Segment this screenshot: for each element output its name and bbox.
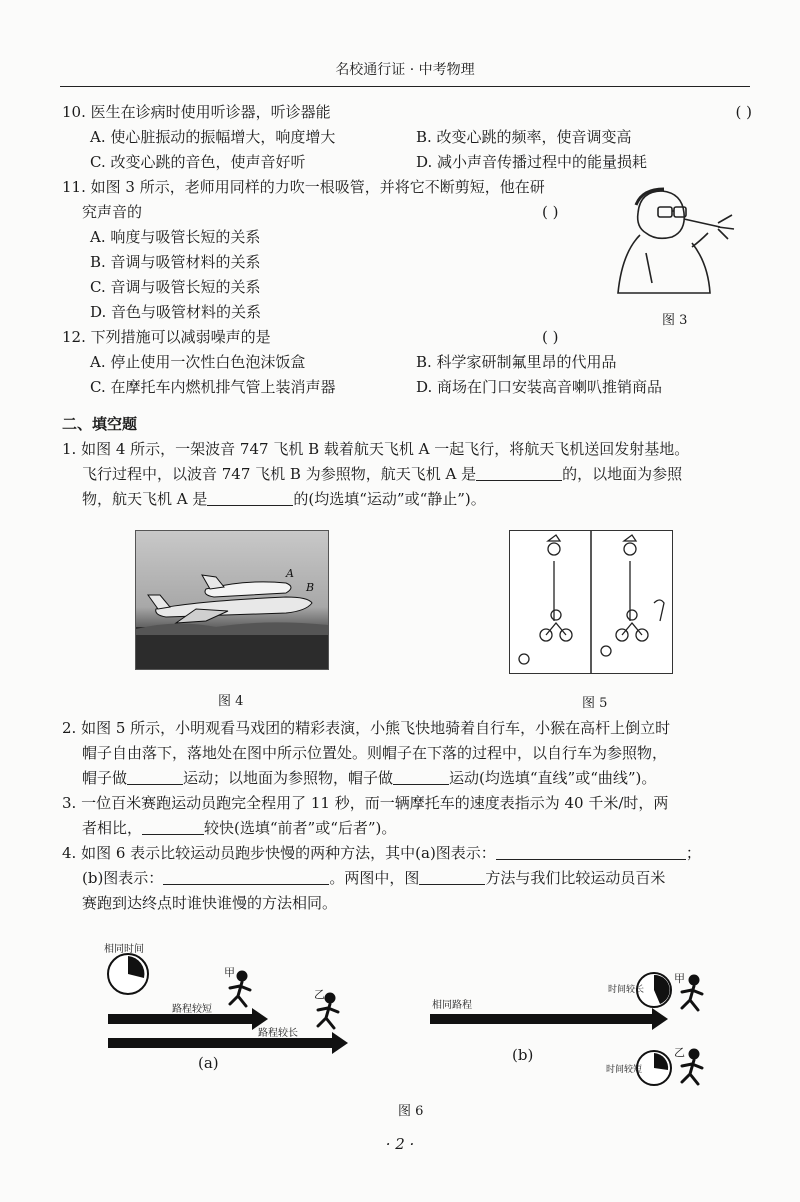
q12-stem: 12. 下列措施可以减弱噪声的是: [62, 328, 271, 346]
f4-blank-1[interactable]: [496, 843, 686, 860]
fig6a-long-label: 路程较长: [258, 1028, 298, 1039]
fill-question-1: [62, 437, 752, 512]
f1-line2b: 的，以地面为参照: [562, 465, 683, 483]
header-rule: [60, 86, 750, 87]
same-distance-compare-drawing: [428, 942, 728, 1092]
fig6b-runner-jia-icon: [682, 976, 702, 1010]
fig6a-yi-label: 乙: [314, 988, 325, 1001]
circus-bear-monkey-drawing: [510, 531, 672, 673]
fig4-label-b: B: [306, 581, 315, 594]
f4-line2b: 。两图中，图: [329, 869, 420, 887]
q11-stem-line2: 究声音的: [82, 203, 143, 221]
fig6a-time-label: 相同时间: [104, 944, 144, 955]
fill-question-2: [62, 716, 752, 791]
fill-question-4: [62, 841, 752, 916]
q10-option-d: D. 减小声音传播过程中的能量损耗: [416, 153, 648, 171]
f2-line3c: 运动(均选填“直线”或“曲线”)。: [449, 769, 657, 787]
f4-line1-end: ；: [685, 844, 701, 862]
f1-line1: 1. 如图 4 所示，一架波音 747 飞机 B 载着航天飞机 A 一起飞行，将航天飞机送回发射基地。: [62, 440, 690, 458]
q11-option-c: C. 音调与吸管长短的关系: [90, 278, 261, 296]
fig6-caption: 图 6: [398, 1104, 424, 1119]
f3-blank[interactable]: [142, 818, 204, 835]
fig6a-jia-label: 甲: [224, 966, 235, 979]
q12-option-a: A. 停止使用一次性白色泡沫饭盒: [90, 353, 306, 371]
teacher-straw-drawing: [600, 183, 750, 313]
q10-stem: 10. 医生在诊病时使用听诊器，听诊器能: [62, 103, 331, 121]
q10-option-a: A. 使心脏振动的振幅增大，响度增大: [90, 128, 336, 146]
page-number: · 2 ·: [385, 1135, 415, 1153]
fig6b-short-label: 时间较短: [606, 1065, 643, 1075]
fig6b-long-label: 时间较长: [608, 985, 645, 995]
f1-blank-1[interactable]: [476, 464, 562, 481]
figure-3-illustration: [600, 183, 750, 328]
f2-blank-1[interactable]: [127, 768, 183, 785]
q11-option-a: A. 响度与吸管长短的关系: [90, 228, 261, 246]
q10-option-b: B. 改变心跳的频率，使音调变高: [416, 128, 632, 146]
f2-line2: 帽子自由落下，落地处在图中所示位置处。则帽子在下落的过程中，以自行车为参照物，: [82, 744, 668, 762]
q11-answer-paren: ( ): [542, 203, 559, 221]
question-12: [62, 325, 752, 400]
f4-blank-3[interactable]: [419, 868, 485, 885]
f4-line3: 赛跑到达终点时谁快谁慢的方法相同。: [82, 894, 338, 912]
question-10: [62, 100, 752, 175]
fig6a-short-label: 路程较短: [172, 1004, 212, 1015]
f2-blank-2[interactable]: [393, 768, 449, 785]
fig6b-yi-label: 乙: [674, 1046, 685, 1059]
q11-stem-line1: 11. 如图 3 所示，老师用同样的力吹一根吸管，并将它不断剪短，他在研: [62, 178, 545, 196]
f2-line3b: 运动；以地面为参照物，帽子做: [183, 769, 394, 787]
fig6b-jia-label: 甲: [674, 972, 685, 985]
figure-5-illustration: [509, 530, 673, 674]
f3-line2b: 较快(选填“前者”或“后者”)。: [204, 819, 397, 837]
f4-blank-2[interactable]: [163, 868, 329, 885]
page-header: [60, 58, 750, 88]
fig6b-distance-label: 相同路程: [432, 1000, 472, 1011]
airplane-shuttle-image: [136, 531, 328, 669]
same-time-compare-drawing: [100, 942, 360, 1072]
fig3-caption: 图 3: [662, 313, 688, 328]
q10-answer-paren: ( ): [735, 103, 752, 121]
q10-option-c: C. 改变心跳的音色，使声音好听: [90, 153, 306, 171]
f4-line2a: (b)图表示：: [82, 869, 164, 887]
fig6a-tag: (a): [198, 1054, 219, 1072]
f2-line1: 2. 如图 5 所示，小明观看马戏团的精彩表演，小熊飞快地骑着自行车，小猴在高杆上倒立时: [62, 719, 671, 737]
f1-line3a: 物，航天飞机 A 是: [82, 490, 208, 508]
f2-line3a: 帽子做: [82, 769, 128, 787]
fig6b-tag: (b): [512, 1046, 534, 1064]
q12-option-d: D. 商场在门口安装高音喇叭推销商品: [416, 378, 663, 396]
f1-blank-2[interactable]: [207, 489, 293, 506]
f3-line1: 3. 一位百米赛跑运动员跑完全程用了 11 秒，而一辆摩托车的速度表指示为 40 千米/时，两: [62, 794, 669, 812]
figure-4-photo: [135, 530, 329, 670]
fig4-label-a: A: [286, 567, 294, 580]
f3-line2a: 者相比，: [82, 819, 143, 837]
section-fill-in-title: 二、填空题: [62, 415, 138, 433]
q12-option-c: C. 在摩托车内燃机排气管上装消声器: [90, 378, 336, 396]
q12-answer-paren: ( ): [542, 328, 559, 346]
fig5-caption: 图 5: [582, 696, 608, 711]
figure-6a-diagram: [100, 942, 360, 1072]
fig4-caption: 图 4: [218, 694, 244, 709]
q12-option-b: B. 科学家研制氟里昂的代用品: [416, 353, 617, 371]
fig6b-runner-yi-icon: [682, 1050, 702, 1084]
q11-option-d: D. 音色与吸管材料的关系: [90, 303, 262, 321]
figure-6b-diagram: [428, 942, 728, 1092]
f4-line1: 4. 如图 6 表示比较运动员跑步快慢的两种方法，其中(a)图表示：: [62, 844, 496, 862]
f4-line2c: 方法与我们比较运动员百米: [485, 869, 666, 887]
f1-line2a: 飞行过程中，以波音 747 飞机 B 为参照物，航天飞机 A 是: [82, 465, 477, 483]
f1-line3b: 的(均选填“运动”或“静止”)。: [293, 490, 486, 508]
header-title: 名校通行证 · 中考物理: [335, 62, 475, 78]
q11-option-b: B. 音调与吸管材料的关系: [90, 253, 261, 271]
fill-question-3: [62, 791, 752, 841]
